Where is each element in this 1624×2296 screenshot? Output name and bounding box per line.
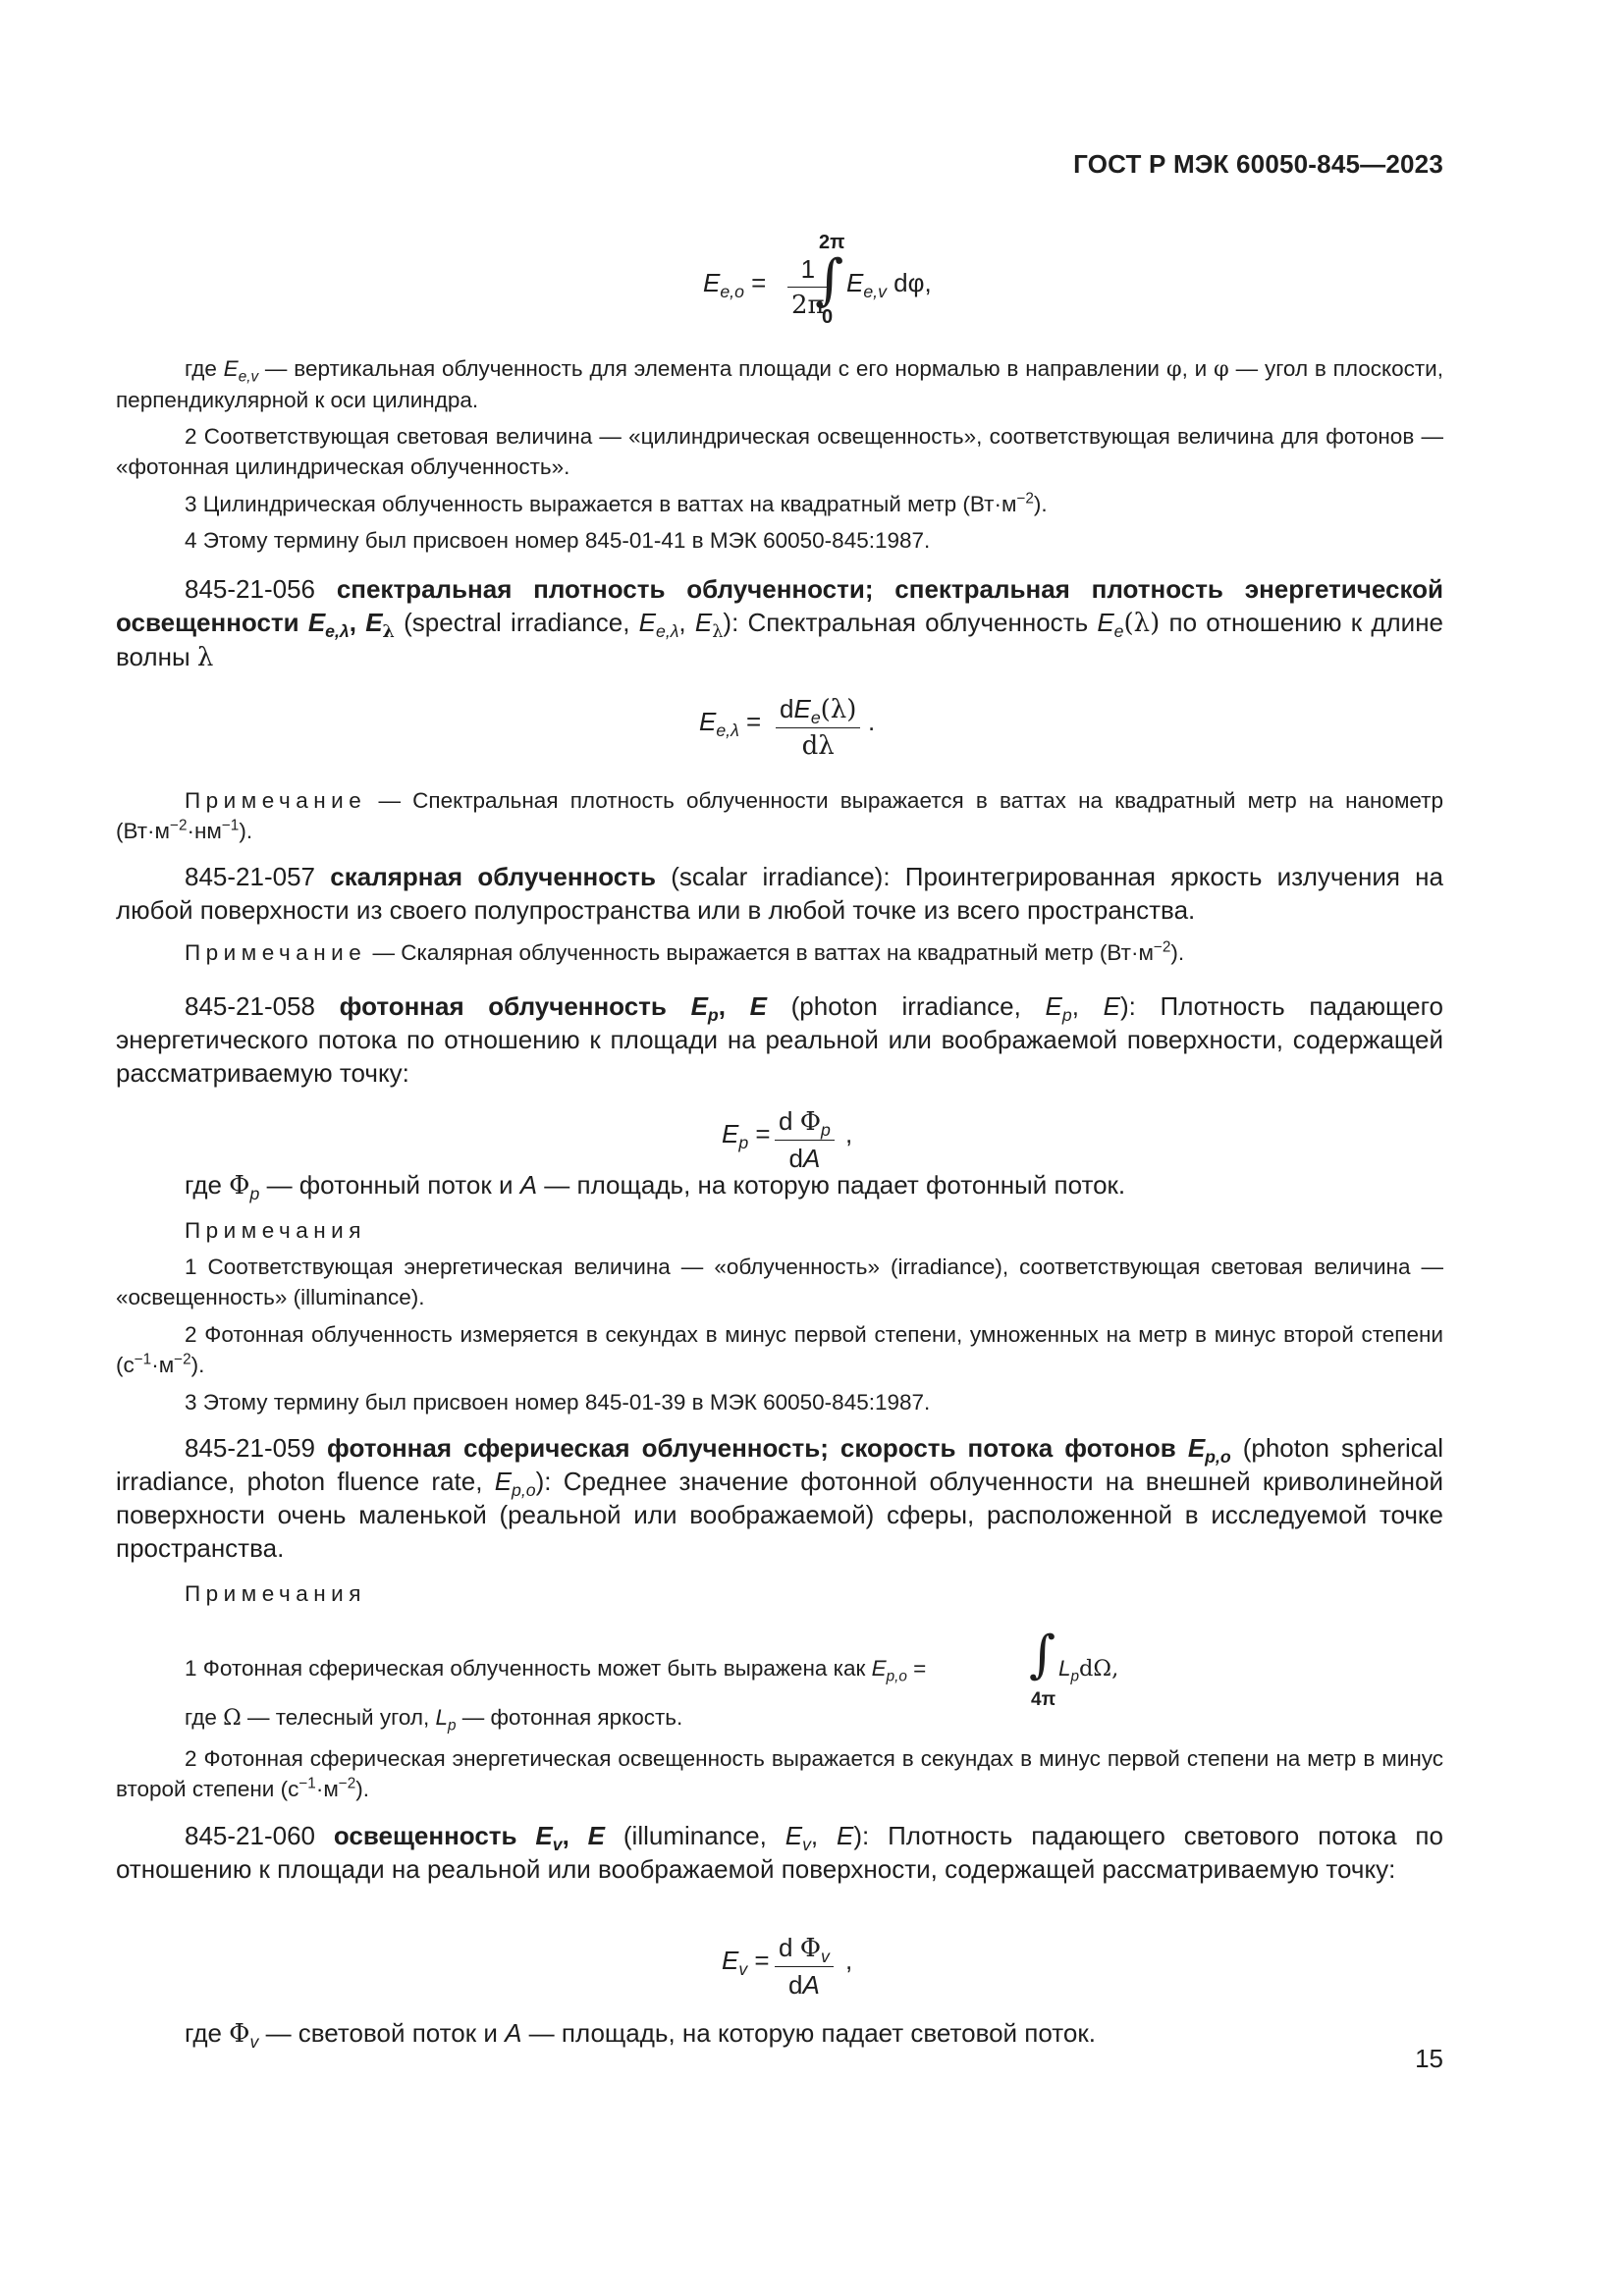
note-item-integral: 1 Фотонная сферическая облученность может быть выражена как $E_{p,o}$ = ∫ 4π $L_pd\Omega$,	[185, 1620, 1265, 1708]
term-symbol: E	[307, 608, 326, 637]
term-name: фотонная сферическая облученность; скорость потока фотонов	[327, 1433, 1188, 1463]
formula-punctuation: ,	[845, 1946, 853, 1975]
note-label: Примечание	[185, 788, 367, 813]
formula-differential: dφ,	[893, 268, 932, 297]
integral-sign: ∫	[815, 248, 844, 312]
term-symbol: E	[749, 991, 767, 1021]
equals-sign: =	[755, 1119, 771, 1148]
formula-photon-irradiance: $E_p$ = $\frac{d \Phi_p}{dA}$ ,	[722, 1099, 898, 1178]
superscript: −2	[1016, 490, 1034, 507]
term-entry-059: 845-21-059 фотонная сферическая облученность; скорость потока фотонов $E_{p,o}$ (photon spherical irradiance, photon fluence rate, $E_{p,o}$): Среднее значение фотонной облученности на внешней криволинейной поверхности очень маленькой (реальной или воображаемой) сферы, расположенной в исследуемой точке пространства.	[116, 1433, 1443, 1563]
symbol-phi: φ	[1165, 356, 1182, 382]
formula-subscript: e,λ	[716, 721, 739, 741]
formula-symbol: E	[699, 707, 717, 736]
term-number: 845-21-057	[185, 862, 331, 891]
where-058: где $\Phi_p$ — фотонный поток и A — площадь, на которую падает фотонный поток.	[185, 1170, 1126, 1204]
formula-subscript: e,v	[863, 282, 887, 302]
fraction-numerator: 1	[787, 251, 829, 288]
term-symbol: E	[365, 608, 383, 637]
term-number: 845-21-056	[185, 574, 337, 604]
integral-sign: ∫	[1029, 1626, 1056, 1684]
formula-punctuation: .	[868, 707, 876, 736]
term-name: освещенность	[333, 1821, 536, 1850]
note-item: 3 Цилиндрическая облученность выражается в ваттах на квадратный метр $(Вт\cdot м^{-2})$.	[185, 490, 1048, 516]
note-057: Примечание — Скалярная облученность выражается в ваттах на квадратный метр $(Вт\cdot м^{-2})$.	[185, 938, 1185, 965]
formula-subscript: e,o	[720, 282, 744, 302]
fraction-denominator: 2π	[791, 291, 825, 320]
formula-illuminance: $E_v$ = $\frac{d \Phi_v}{dA}$ ,	[722, 1926, 898, 2004]
fraction-denominator: dλ	[801, 731, 835, 761]
note-item: 2 Фотонная облученность измеряется в секундах в минус первой степени, умноженных на метр в минус второй степени $(с^{-1}\cdot м^{-2})$.	[116, 1322, 1443, 1377]
formula-symbol: E	[722, 1946, 739, 1975]
term-name: спектральная плотность облученности; спектральная плотность энергетической освещенности	[116, 574, 1443, 637]
term-name: скалярная облученность	[330, 862, 656, 891]
formula-symbol: E	[703, 268, 721, 297]
note-label: Примечание	[185, 940, 367, 965]
where-060: где $\Phi_v$ — световой поток и A — площадь, на которую падает световой поток.	[185, 2018, 1096, 2053]
page-number: 15	[1415, 2044, 1443, 2073]
term-number: 845-21-060	[185, 1821, 334, 1850]
formula-symbol: E	[722, 1119, 739, 1148]
term-name: фотонная облученность	[339, 991, 691, 1021]
term-symbol: E	[1187, 1433, 1206, 1463]
standard-header: ГОСТ Р МЭК 60050-845—2023	[1073, 149, 1443, 179]
note-056: Примечание — Спектральная плотность облученности выражается в ваттах на квадратный метр на нанометр $(Вт\cdot м^{-2}\cdot нм^{-1})$.	[116, 788, 1443, 843]
note-item-where: где Ω — телесный угол, $L_p$ — фотонная яркость.	[185, 1705, 683, 1735]
term-entry-058: 845-21-058 фотонная облученность $E_p$, E (photon irradiance, $E_p$, E): Плотность падающего энергетического потока по отношению к площади на реальной или воображаемой поверхности, содержащей рассматриваемую точку:	[116, 991, 1443, 1088]
term-number: 845-21-059	[185, 1433, 328, 1463]
note-item: 2 Соответствующая световая величина — «цилиндрическая освещенность», соответствующая величина для фотонов — «фотонная цилиндрическая облученность».	[116, 424, 1443, 479]
symbol-E: E	[223, 356, 239, 381]
notes-label: Примечания	[185, 1218, 366, 1243]
integral-lower-limit: 4π	[1031, 1689, 1056, 1710]
symbol-subscript: e,λ	[325, 621, 350, 642]
fraction: $dE_e(\lambda)$ dλ	[776, 691, 860, 764]
term-entry-056: 845-21-056 спектральная плотность облученности; спектральная плотность энергетической освещенности $E_{e,\lambda}$, $E_\lambda$ (spectral irradiance, $E_{e,\lambda}$, $E_\lambda$): Спектральная облученность $E_e(\lambda)$ по отношению к длине волны λ	[116, 574, 1444, 672]
term-entry-057: 845-21-057 скалярная облученность (scalar irradiance): Проинтегрированная яркость излучения на любой поверхности из своего полупространства или в любой точке из всего пространства.	[116, 862, 1443, 925]
equals-sign: =	[751, 268, 767, 297]
symbol-subscript: e,v	[238, 368, 259, 386]
term-symbol: E	[690, 991, 708, 1021]
symbol-subscript: λ	[382, 621, 395, 643]
term-entry-060: 845-21-060 освещенность $E_v$, E (illuminance, $E_v$, E): Плотность падающего светового потока по отношению к площади на реальной или воображаемой поверхности, содержащей рассматриваемую точку:	[116, 1821, 1443, 1884]
note-item: 1 Соответствующая энергетическая величина — «облученность» (irradiance), соответствующая световая величина — «освещенность» (illuminance).	[116, 1255, 1443, 1309]
fraction: $\frac{d \Phi_p}{dA}$	[775, 1103, 835, 1176]
equals-sign: =	[746, 707, 762, 736]
formula-spectral	[699, 687, 895, 766]
formula-cylindrical	[703, 232, 958, 330]
term-symbol: E	[535, 1821, 553, 1850]
integral-upper-limit: 2π	[819, 232, 845, 253]
fraction: $\frac{d \Phi_v}{dA}$	[775, 1930, 834, 2002]
integral-lower-limit: 0	[822, 306, 834, 328]
term-symbol: E	[587, 1821, 606, 1850]
symbol-phi: φ	[1214, 356, 1229, 382]
note-item: 2 Фотонная сферическая энергетическая освещенность выражается в секундах в минус первой степени на метр в минус второй степени $(с^{-1}\cdot м^{-2})$.	[116, 1746, 1443, 1801]
note-item: 3 Этому термину был присвоен номер 845-01-39 в МЭК 60050-845:1987.	[185, 1390, 931, 1415]
formula-punctuation: ,	[845, 1119, 853, 1148]
note-item: 4 Этому термину был присвоен номер 845-01-41 в МЭК 60050-845:1987.	[185, 528, 931, 553]
term-number: 845-21-058	[185, 991, 340, 1021]
equals-sign: =	[754, 1946, 770, 1975]
formula-symbol: E	[846, 268, 864, 297]
notes-label: Примечания	[185, 1581, 366, 1606]
definition-where: где $E_{e,v}$ — вертикальная облученность для элемента площади с его нормалью в направлении φ, и φ — угол в плоскости, перпендикулярной к оси цилиндра.	[116, 356, 1443, 412]
